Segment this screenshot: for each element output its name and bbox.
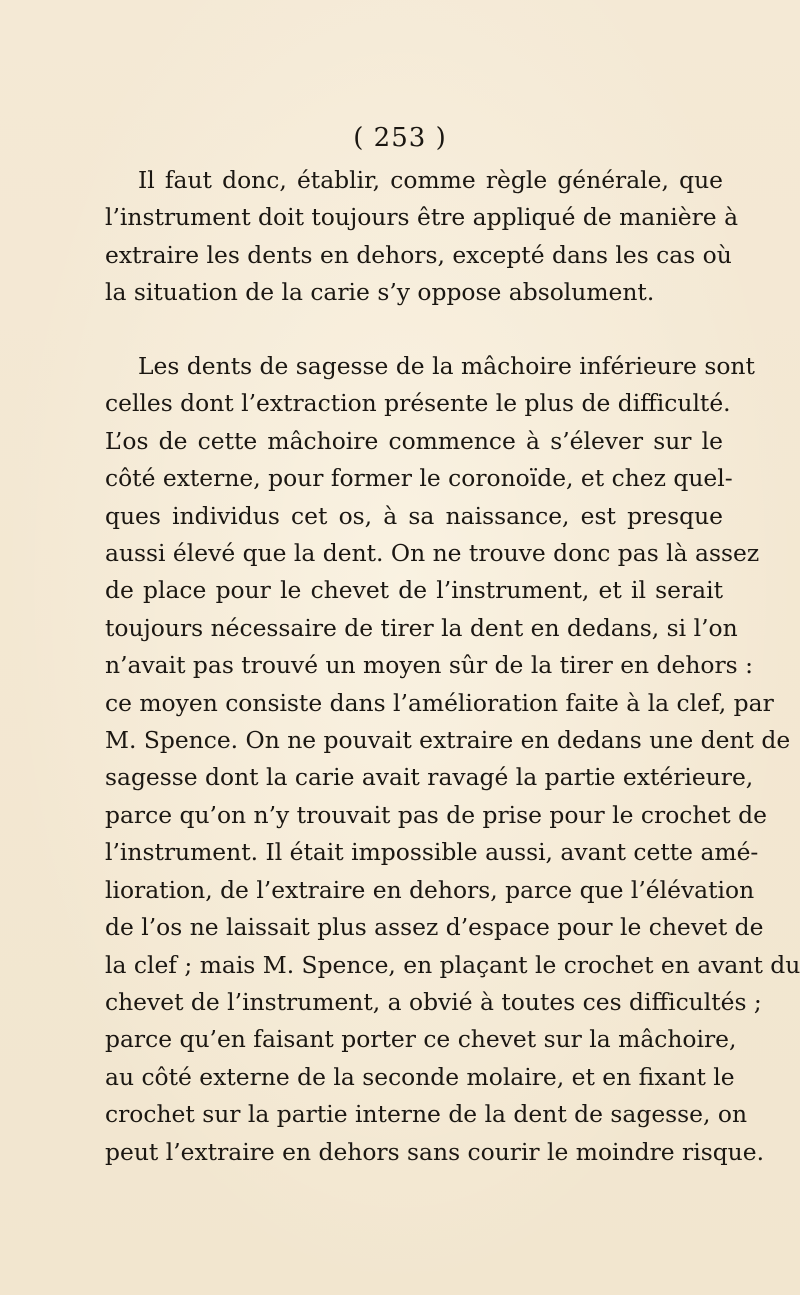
text-line: la situation de la carie s’y oppose absolument. xyxy=(105,278,655,307)
text-line: de place pour le chevet de l’instrument, et il serait xyxy=(105,576,723,605)
text-line: parce qu’on n’y trouvait pas de prise pour le crochet de xyxy=(105,800,767,829)
text-line: côté externe, pour former le coronoïde, et chez quel- xyxy=(105,464,733,493)
text-line: sagesse dont la carie avait ravagé la partie extérieure, xyxy=(105,763,754,792)
text-line: celles dont l’extraction présente le plus de difficulté. xyxy=(105,389,731,418)
text-line: peut l’extraire en dehors sans courir le moindre risque. xyxy=(105,1137,765,1166)
text-line: ce moyen consiste dans l’amélioration faite à la clef, par xyxy=(105,688,774,717)
paragraph-1 xyxy=(105,162,739,312)
text-line: M. Spence. On ne pouvait extraire en dedans une dent de xyxy=(105,726,791,755)
text-line: au côté externe de la seconde molaire, et en fixant le xyxy=(105,1062,735,1091)
text-line: Il faut donc, établir, comme règle générale, que xyxy=(138,166,723,194)
text-line: la clef ; mais M. Spence, en plaçant le crochet en avant du xyxy=(105,950,800,979)
text-line: lioration, de l’extraire en dehors, parce que l’élévation xyxy=(105,875,755,904)
text-line: chevet de l’instrument, a obvié à toutes ces difficultés ; xyxy=(105,987,762,1016)
text-line: l’instrument doit toujours être appliqué de manière à xyxy=(105,203,739,232)
text-line: crochet sur la partie interne de la dent de sagesse, on xyxy=(105,1100,748,1129)
text-line: ques individus cet os, à sa naissance, est presque xyxy=(105,501,723,530)
text-line: l’instrument. Il était impossible aussi, avant cette amé- xyxy=(105,838,759,867)
text-line: L’os de cette mâchoire commence à s’élever sur le xyxy=(105,426,723,455)
text-line: Les dents de sagesse de la mâchoire inférieure sont xyxy=(138,352,755,380)
page-number: ( 253 ) xyxy=(353,123,447,153)
text-line: parce qu’en faisant porter ce chevet sur la mâchoire, xyxy=(105,1025,737,1054)
text-line: de l’os ne laissait plus assez d’espace pour le chevet de xyxy=(105,913,764,942)
text-line: aussi élevé que la dent. On ne trouve donc pas là assez xyxy=(105,539,760,568)
text-line: toujours nécessaire de tirer la dent en dedans, si l’on xyxy=(105,613,738,642)
paragraph-2 xyxy=(105,348,800,1171)
text-line: n’avait pas trouvé un moyen sûr de la tirer en dehors : xyxy=(105,651,754,680)
text-line: extraire les dents en dehors, excepté dans les cas où xyxy=(105,240,732,269)
